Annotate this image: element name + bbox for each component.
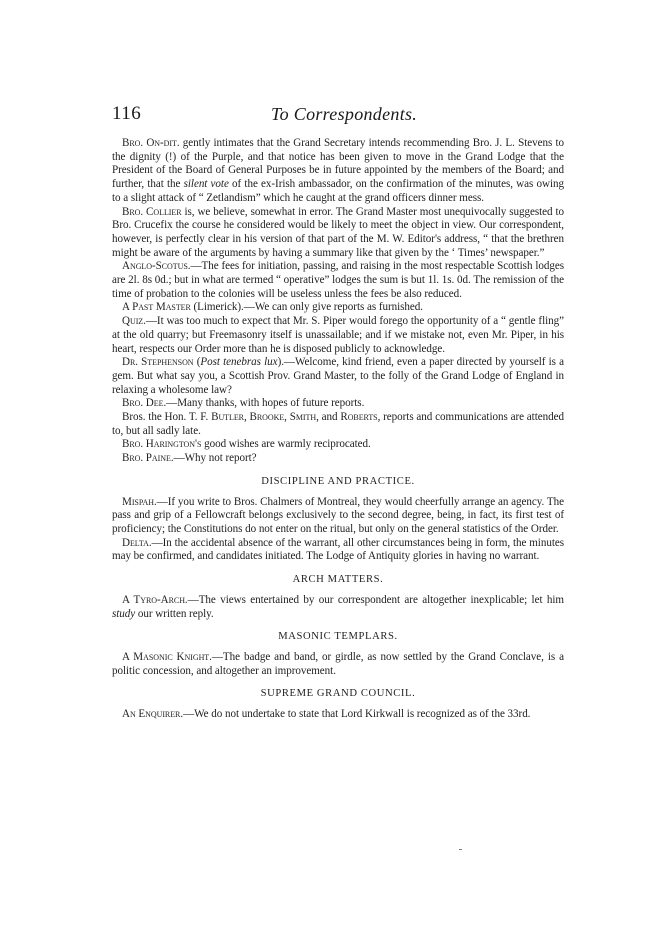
paragraph-text: —The views entertained by our correspondent are altogether inexplicable; let him: [187, 593, 564, 606]
correspondent-name: Dr. Stephenson: [122, 356, 194, 369]
correspondent-name: Bro. On-dit.: [122, 137, 180, 149]
paragraph-quiz: [112, 315, 564, 356]
paragraph-text: —The fees for initiation, passing, and raising in the most respectable Scottish lodges are 2l. 8s 0d.; but in what are termed “ operative” lodges the sum is but 1l. 1s. 0d. The remission of the time of probation to the colonies will be useless unless the fees be also reduced.: [112, 260, 564, 300]
emphasis-text: silent vote: [183, 178, 229, 191]
paragraph-text: of the ex-Irish ambassador, on the confirmation of the minutes, was owing to a slight attack of “ Zetlandism” which he caught at the grand officers dinner mess.: [112, 178, 564, 204]
correspondent-name: Bro. Harington's: [122, 438, 202, 451]
correspondent-name: Mispah.: [122, 495, 157, 508]
section-heading: DISCIPLINE AND PRACTICE.: [261, 475, 415, 487]
correspondent-name: Roberts,: [340, 411, 381, 424]
correspondent-name: A Masonic Knight.: [122, 650, 212, 663]
section-heading: ARCH MATTERS.: [292, 574, 384, 586]
paragraph-collier: [112, 206, 564, 261]
paragraph-text: —Many thanks, with hopes of future reports.: [166, 397, 365, 410]
paragraph-text: ).—Welcome, kind friend, even a paper directed by yourself is a gem. But what say you, a Scottish Prov. Grand Master, to the folly of the Grand Lodge of England in relaxing a wholesome law?: [112, 356, 564, 396]
paragraph-text: (: [193, 356, 201, 369]
correspondent-name: An Enquirer.: [122, 708, 184, 721]
print-speck: [459, 849, 462, 850]
correspondent-name: Anglo-Scotus.: [122, 260, 191, 273]
correspondent-name: Butler, Brooke, Smith,: [211, 411, 319, 424]
emphasis-text: Post tenebras lux: [200, 356, 278, 369]
paragraph-butler: [112, 411, 564, 438]
paragraph-text: —We do not undertake to state that Lord Kirkwall is recognized as of the 33rd.: [183, 708, 531, 721]
paragraph-on-dit: [112, 137, 564, 206]
paragraph-text: our written reply.: [135, 607, 214, 620]
correspondent-name: Bro. Collier: [122, 205, 182, 218]
correspondent-name: Bro. Dee.: [122, 397, 167, 410]
paragraph-past-master: [112, 301, 564, 315]
section-heading: MASONIC TEMPLARS.: [278, 631, 398, 643]
paragraph-text: and: [318, 411, 341, 424]
paragraph-text: —In the accidental absence of the warrant, all other circumstances being in form, the minutes may be confirmed, and candidates initiated. The Lodge of Antiquity glories in having no warrant.: [112, 536, 564, 563]
paragraph-text: —If you write to Bros. Chalmers of Montreal, they would cheerfully arrange an agency. The pass and grip of a Fellowcraft belongs exclusively to the second degree, being, in fact, its first test of proficiency; the Constitutions do not enter on the ritual, but only on the general statistics of the Order.: [112, 495, 564, 535]
paragraph-mispah: [112, 496, 564, 537]
body-text: [112, 137, 564, 722]
page-number: 116: [112, 103, 142, 124]
paragraph-text: (Limerick).—We can only give reports as furnished.: [190, 301, 424, 314]
paragraph-anglo-scotus: [112, 260, 564, 301]
correspondent-name: Bro. Paine.: [122, 452, 174, 465]
paragraph-masonic-knight: [112, 651, 564, 678]
paragraph-tyro-arch: [112, 594, 564, 621]
paragraph-text: Bros. the Hon. T. F.: [122, 411, 212, 424]
emphasis-text: study: [112, 607, 136, 620]
paragraph-text: —Why not report?: [173, 452, 257, 465]
paragraph-text: —The badge and band, or girdle, as now settled by the Grand Conclave, is a politic concession, and altogether an improvement.: [112, 650, 564, 677]
paragraph-text: gently intimates that the Grand Secretary intends recommending Bro. J. L. Stevens to the dignity (!) of the Purple, and that notice has been given to move in the Grand Lodge that the President of the Board of General Purposes be in future appointed by the members of the Board; and further, that the: [112, 137, 565, 191]
correspondent-name: A Tyro-Arch.: [122, 593, 188, 606]
paragraph-dee: [112, 397, 564, 411]
correspondent-name: Delta.: [122, 536, 152, 549]
paragraph-text: is, we believe, somewhat in error. The Grand Master most unequivocally suggested to Bro. Crucefix the course he considered would be likely to meet the object in view. Our correspondent, however, is perfectly clear in his version of that part of the M. W. Editor's address, “ that the brethren might be aware of the arguments by having a summary like that given by the ‘ Times’ newspaper.”: [112, 205, 564, 259]
paragraph-text: reports and communications are attended to, but all sadly late.: [112, 411, 564, 437]
correspondent-name: A Past Master: [122, 301, 191, 314]
paragraph-text: —It was too much to expect that Mr. S. Piper would forego the opportunity of a “ gentle fling” at the old quarry; but Freemasonry itself is unassailable; and if we mistake not, even Mr. Piper, in his heart, respects our Order more than he is disposed publicly to acknowledge.: [112, 315, 564, 355]
paragraph-paine: [112, 452, 564, 466]
paragraph-text: good wishes are warmly reciprocated.: [201, 438, 371, 451]
running-title: To Correspondents.: [271, 104, 418, 124]
paragraph-delta: [112, 537, 564, 564]
paragraph-harington: [112, 438, 564, 452]
section-heading: SUPREME GRAND COUNCIL.: [260, 688, 416, 700]
paragraph-enquirer: [112, 708, 564, 722]
correspondent-name: Quiz.: [122, 315, 146, 328]
paragraph-stephenson: [112, 356, 564, 397]
